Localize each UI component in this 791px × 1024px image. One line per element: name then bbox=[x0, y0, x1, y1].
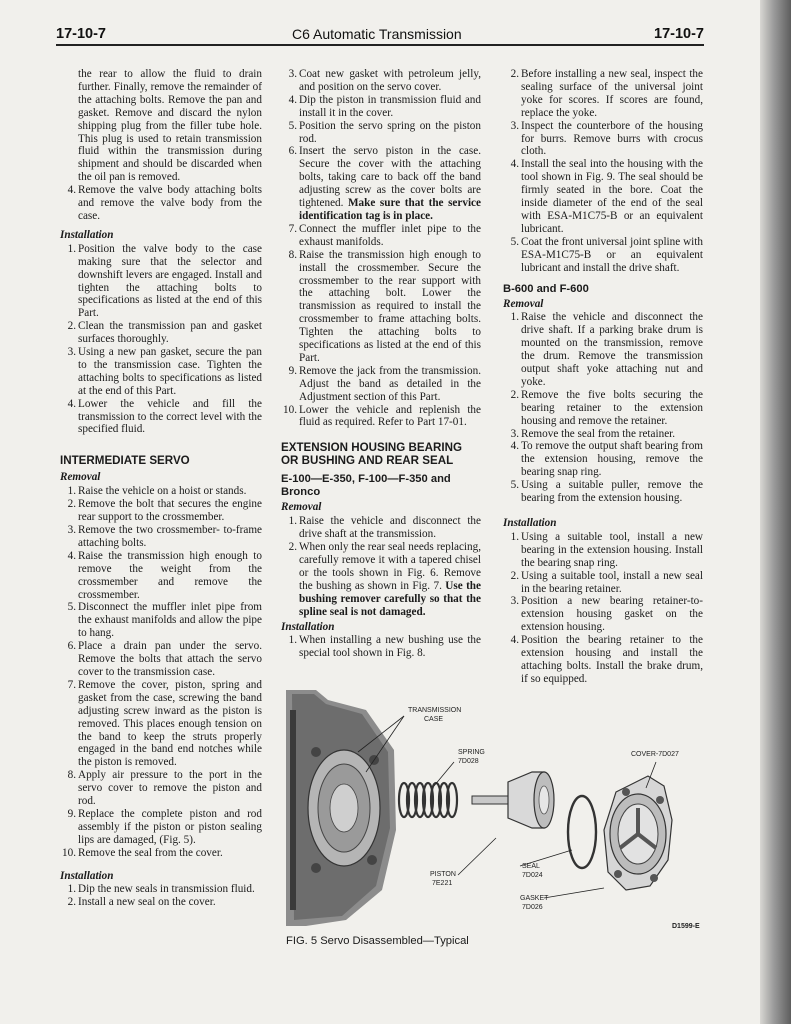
list-item: 5 . Position the servo spring on the piston rod. bbox=[281, 120, 481, 146]
column-1 bbox=[60, 68, 262, 909]
column-3 bbox=[503, 68, 703, 686]
list-item: 1 . Raise the vehicle and disconnect the drive shaft. If a parking brake drum is mounted on the transmission, remove the drum. Remove the transmission output shaft yoke attaching nut and yoke. bbox=[503, 311, 703, 388]
list-item: 2 . Using a suitable tool, install a new seal in the bearing retainer. bbox=[503, 570, 703, 596]
list-item: 3 . Remove the seal from the retainer. bbox=[503, 428, 703, 441]
list-item: 4 . Position the bearing retainer to the extension housing and install the attaching bolts. Install the brake drum, if so equipped. bbox=[503, 634, 703, 686]
list-item: 6 . Insert the servo piston in the case. Secure the cover with the attaching bolts, taking care to back off the band adjusting screw as the cover bolts are tightened. Make sure that the service identification tag is in place. bbox=[281, 145, 481, 222]
installation-list bbox=[281, 634, 481, 660]
list-item: 3 . Coat new gasket with petroleum jelly, and position on the servo cover. bbox=[281, 68, 481, 94]
list-item: 6 . Place a drain pan under the servo. Remove the bolts that attach the servo cover to the transmission case. bbox=[60, 640, 262, 679]
list-item: 4 . Install the seal into the housing with the tool shown in Fig. 9. The seal should be firmly seated in the bore. Coat the inside diameter of the end of the seal with ESA-M1C75-B or an equivalent lubricant. bbox=[503, 158, 703, 235]
list-item: 10 . Lower the vehicle and replenish the fluid as required. Refer to Part 17-01. bbox=[281, 404, 481, 430]
seal-illustration bbox=[568, 796, 596, 868]
servo-piston-illustration bbox=[472, 772, 554, 828]
label-piston-part: 7E221 bbox=[432, 880, 453, 887]
step-list bbox=[281, 68, 481, 429]
label-cover: COVER-7D027 bbox=[631, 751, 679, 758]
label-seal: SEAL bbox=[522, 863, 540, 870]
section-heading: EXTENSION HOUSING BEARING OR BUSHING AND REAR SEAL bbox=[281, 441, 463, 468]
list-item: 2 . Remove the bolt that secures the engine rear support to the crossmember. bbox=[60, 498, 262, 524]
list-item: 1 . Position the valve body to the case making sure that the selector and downshift levers are engaged. Install and tighten the attaching bolts to specifications as listed at the end of this Part. bbox=[60, 243, 262, 320]
installation-list bbox=[60, 883, 262, 909]
step-list bbox=[503, 68, 703, 275]
chapter-title: C6 Automatic Transmission bbox=[292, 26, 462, 42]
list-item: 2 . When only the rear seal needs replacing, carefully remove it with a tapered chisel or the tools shown in Fig. 6. Remove the bushing as shown in Fig. 7. Use the bushing remover carefully so that the spline seal is not damaged. bbox=[281, 541, 481, 618]
list-item: 9 . Remove the jack from the transmission. Adjust the band as detailed in the Adjustment section of this Part. bbox=[281, 365, 481, 404]
label-transmission-case: TRANSMISSION bbox=[408, 707, 462, 714]
list-item: 1 . Raise the vehicle on a hoist or stands. bbox=[60, 485, 262, 498]
page-number-right: 17-10-7 bbox=[654, 26, 704, 42]
list-item: 1 . When installing a new bushing use the special tool shown in Fig. 8. bbox=[281, 634, 481, 660]
list-item: 5 . Coat the front universal joint spline with ESA-M1C75-B or an equivalent lubricant and install the drive shaft. bbox=[503, 236, 703, 275]
subheading-removal: Removal bbox=[503, 297, 544, 310]
list-item: 9 . Replace the complete piston and rod assembly if the piston or piston sealing lips are damaged, (Fig. 5). bbox=[60, 808, 262, 847]
header-rule bbox=[56, 44, 704, 46]
list-item: 1 . Using a suitable tool, install a new bearing in the extension housing. Install the bearing snap ring. bbox=[503, 531, 703, 570]
subheading-installation: Installation bbox=[60, 228, 114, 241]
binding-gutter bbox=[760, 0, 791, 1024]
list-item: 4 . Raise the transmission high enough to remove the weight from the crossmember and remove the crossmember. bbox=[60, 550, 262, 602]
servo-spring-illustration bbox=[399, 783, 457, 817]
list-item: 2 . Remove the five bolts securing the bearing retainer to the extension housing and remove the retainer. bbox=[503, 389, 703, 428]
label-gasket: GASKET bbox=[520, 895, 549, 902]
list-item: 2 . Install a new seal on the cover. bbox=[60, 896, 262, 909]
list-item: 4 . To remove the output shaft bearing from the extension housing, remove the bearing snap ring. bbox=[503, 440, 703, 479]
subheading-removal: Removal bbox=[281, 501, 322, 514]
label-spring: SPRING bbox=[458, 749, 485, 756]
list-item: 1 . Raise the vehicle and disconnect the drive shaft at the transmission. bbox=[281, 515, 481, 541]
section-heading: INTERMEDIATE SERVO bbox=[60, 454, 190, 468]
removal-list bbox=[281, 515, 481, 618]
list-item: 3 . Remove the two crossmember- to-frame attaching bolts. bbox=[60, 524, 262, 550]
servo-exploded-diagram bbox=[286, 690, 706, 932]
model-subheading: E-100—E-350, F-100—F-350 and Bronco bbox=[281, 473, 451, 499]
list-item: 4 . Remove the valve body attaching bolts and remove the valve body from the case. bbox=[60, 184, 262, 223]
label-case: CASE bbox=[424, 716, 444, 723]
installation-list bbox=[60, 243, 262, 437]
label-seal-part: 7D024 bbox=[522, 872, 543, 879]
label-gasket-part: 7D026 bbox=[522, 904, 543, 911]
list-item: 3 . Using a new pan gasket, secure the pan to the transmission case. Tighten the attaching bolts to specifications as listed at the end of this Part. bbox=[60, 346, 262, 398]
page-header bbox=[56, 22, 704, 46]
subheading-removal: Removal bbox=[60, 471, 101, 484]
page-number-left: 17-10-7 bbox=[56, 26, 106, 42]
list-item: 5 . Disconnect the muffler inlet pipe from the exhaust manifolds and allow the pipe to hang. bbox=[60, 601, 262, 640]
list-item: 4 . Lower the vehicle and fill the transmission to the correct level with the specified fluid. bbox=[60, 398, 262, 437]
subheading-installation: Installation bbox=[60, 869, 114, 882]
list-item: 1 . Dip the new seals in transmission fluid. bbox=[60, 883, 262, 896]
label-spring-part: 7D028 bbox=[458, 758, 479, 765]
list-item: 7 . Connect the muffler inlet pipe to the exhaust manifolds. bbox=[281, 223, 481, 249]
removal-list bbox=[60, 485, 262, 859]
subheading-installation: Installation bbox=[281, 620, 335, 633]
figure-code: D1599-E bbox=[672, 923, 700, 930]
model-subheading: B-600 and F-600 bbox=[503, 282, 589, 295]
list-item: 10 . Remove the seal from the cover. bbox=[60, 847, 262, 860]
servo-cover-illustration bbox=[604, 776, 672, 890]
list-item: 2 . Clean the transmission pan and gasket surfaces thoroughly. bbox=[60, 320, 262, 346]
subheading-installation: Installation bbox=[503, 517, 557, 529]
list-item: 7 . Remove the cover, piston, spring and gasket from the case, screwing the band adjusting screw inward as the piston is removed. This places enough tension on the band to keep the struts properly engaged in the band end notches while the piston is removed. bbox=[60, 679, 262, 769]
step-list bbox=[60, 184, 262, 223]
transmission-case-illustration bbox=[286, 690, 396, 926]
removal-list bbox=[503, 311, 703, 505]
installation-list bbox=[503, 531, 703, 686]
label-piston: PISTON bbox=[430, 871, 456, 878]
column-2 bbox=[281, 68, 481, 660]
list-item: 3 . Inspect the counterbore of the housing for burrs. Remove burrs with crocus cloth. bbox=[503, 120, 703, 159]
figure-caption: FIG. 5 Servo Disassembled—Typical bbox=[286, 935, 469, 947]
list-item: 4 . Dip the piston in transmission fluid and install it in the cover. bbox=[281, 94, 481, 120]
list-item: 8 . Apply air pressure to the port in the servo cover to remove the piston and rod. bbox=[60, 769, 262, 808]
list-item: 2 . Before installing a new seal, inspect the sealing surface of the universal joint yoke for scores. If scores are found, replace the yoke. bbox=[503, 68, 703, 120]
list-item: 5 . Using a suitable puller, remove the bearing from the extension housing. bbox=[503, 479, 703, 505]
list-item: 3 . Position a new bearing retainer-to-extension housing gasket on the extension housing. bbox=[503, 595, 703, 634]
list-item: 8 . Raise the transmission high enough to install the crossmember. Secure the crossmember to the rear support with the attaching bolt. Lower the transmission as required to install the crossmember to frame attaching bolts. Tighten the attaching bolts to specifications as listed at the end of this Part. bbox=[281, 249, 481, 365]
paragraph: the rear to allow the fluid to drain further. Finally, remove the remainder of the attaching bolts. Remove the pan and gasket. Remove and discard the nylon shipping plug from the filler tube hole. This plug is used to retain transmission fluid within the transmission during shipment and should be discarded when the oil pan is removed. bbox=[78, 68, 262, 184]
